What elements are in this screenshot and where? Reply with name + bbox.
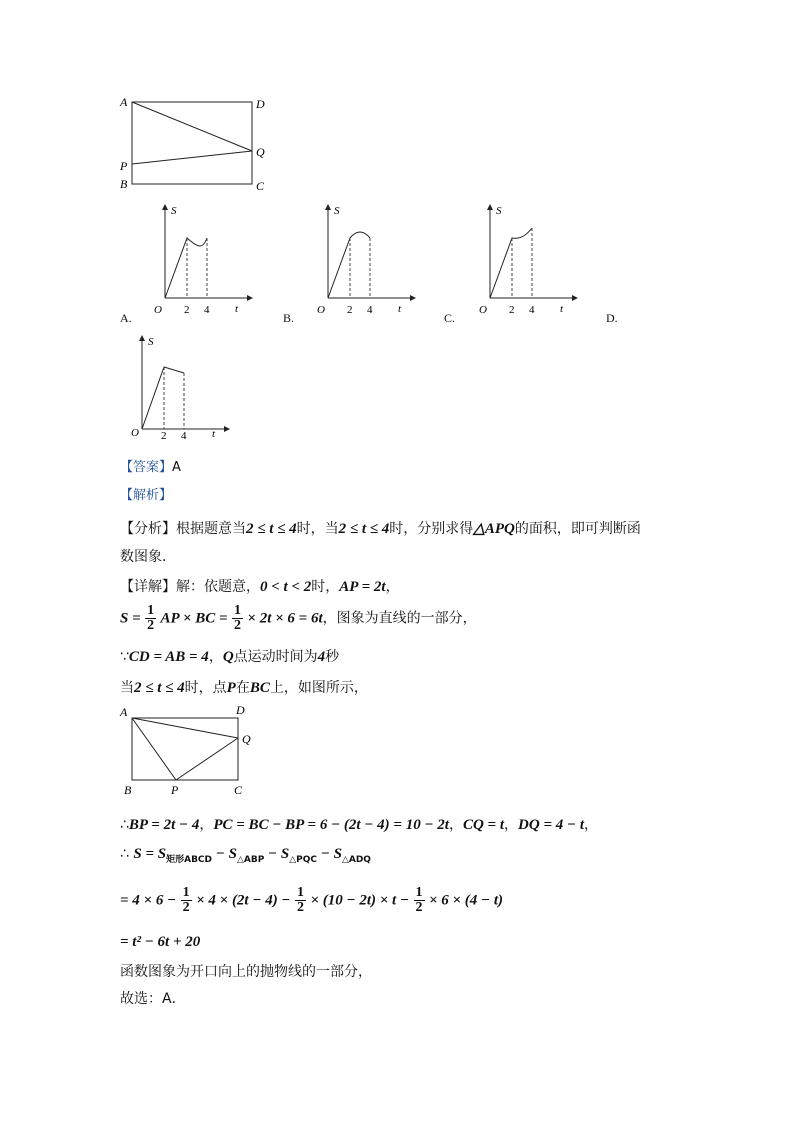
detail-line-1: 【详解】解：依题意，0 < t < 2时，AP = 2t， xyxy=(120,579,400,595)
segment-pq xyxy=(132,151,252,164)
svg-text:t: t xyxy=(212,428,216,440)
label-b: B xyxy=(120,177,128,191)
curve-d xyxy=(142,367,184,429)
answer-value: A xyxy=(172,460,181,475)
segment-pq-2 xyxy=(176,738,238,780)
svg-text:S: S xyxy=(171,205,177,217)
graph-option-a xyxy=(145,200,255,318)
segment-ap xyxy=(132,718,176,780)
conclusion-line: 函数图象为开口向上的抛物线的一部分， xyxy=(120,964,372,980)
svg-text:O: O xyxy=(317,304,325,316)
detail-line-3: ∵CD = AB = 4，Q点运动时间为4秒 xyxy=(120,649,340,665)
svg-text:A: A xyxy=(120,705,128,719)
svg-text:D: D xyxy=(236,703,245,717)
svg-text:4: 4 xyxy=(367,304,373,316)
derivation-line-2: ∴ $S = S_{矩形ABCD} - S_{\triangle ABP} - S_{\triangle PQC} - S_{\triangle ADQ}$ xyxy=(120,846,371,865)
option-d-label[interactable]: D. xyxy=(606,311,618,325)
curve-a xyxy=(165,238,207,298)
derivation-line-1: ∴BP = 2t − 4，PC = BC − BP = 6 − (2t − 4) = 10 − 2t，CQ = t，DQ = 4 − t， xyxy=(120,817,599,833)
graph-option-c xyxy=(470,200,580,318)
svg-text:2: 2 xyxy=(184,304,190,316)
svg-text:C: C xyxy=(234,783,243,797)
choice-line: 故选：A． xyxy=(120,991,186,1007)
derivation-line-4: = t² − 6t + 20 xyxy=(120,934,201,950)
svg-text:S: S xyxy=(496,205,502,217)
svg-text:O: O xyxy=(154,304,162,316)
figure-rectangle-p-on-bc xyxy=(112,700,272,800)
svg-text:O: O xyxy=(479,304,487,316)
label-p: P xyxy=(120,159,128,173)
svg-text:B: B xyxy=(124,783,132,797)
graph-option-b xyxy=(308,200,418,318)
option-a-label[interactable]: A. xyxy=(120,311,132,325)
analysis-tag: 【解析】 xyxy=(120,488,173,503)
svg-text:4: 4 xyxy=(204,304,210,316)
svg-text:2: 2 xyxy=(161,430,167,442)
answer-line xyxy=(120,456,181,475)
segment-aq-2 xyxy=(132,718,238,738)
option-b-label[interactable]: B. xyxy=(283,311,295,325)
svg-text:4: 4 xyxy=(181,430,187,442)
figure-rectangle-apq xyxy=(112,92,282,194)
svg-text:Q: Q xyxy=(242,732,251,746)
svg-text:4: 4 xyxy=(529,304,535,316)
svg-text:P: P xyxy=(171,783,179,797)
segment-aq xyxy=(132,102,252,151)
label-d: D xyxy=(256,97,265,111)
svg-text:S: S xyxy=(334,205,340,217)
svg-text:2: 2 xyxy=(509,304,515,316)
svg-text:2: 2 xyxy=(347,304,353,316)
svg-text:S: S xyxy=(148,336,154,348)
svg-text:t: t xyxy=(235,303,239,315)
label-q: Q xyxy=(256,145,265,159)
fenxi-line-2: 数图象． xyxy=(120,549,176,565)
label-a: A xyxy=(120,95,128,109)
curve-c xyxy=(490,228,532,298)
rect-abcd xyxy=(132,102,252,184)
detail-line-4: 当2 ≤ t ≤ 4时，点P在BC上，如图所示， xyxy=(120,680,368,696)
graph-option-d xyxy=(122,331,232,449)
svg-text:t: t xyxy=(560,303,564,315)
answer-tag: 【答案】 xyxy=(120,460,173,475)
analysis-line xyxy=(120,484,172,503)
svg-text:O: O xyxy=(131,427,139,439)
label-c: C xyxy=(256,179,265,193)
detail-line-2: S = $\frac{1}{2}$ AP × BC = $\frac{1}{2}$ × 2t × 6 = 6t，图象为直线的一部分， xyxy=(120,603,477,633)
fenxi-line-1: 【分析】根据题意当2 ≤ t ≤ 4时，当2 ≤ t ≤ 4时，分别求得△APQ的面积，即可判断函 xyxy=(120,521,641,537)
curve-b xyxy=(328,232,370,298)
option-c-label[interactable]: C. xyxy=(444,311,456,325)
derivation-line-3: = 4 × 6 − $\frac{1}{2}$ × 4 × (2t − 4) − $\frac{1}{2}$ × (10 − 2t) × t − $\frac{1}{2}$ × 6 × (4 − t) xyxy=(120,885,504,915)
svg-text:t: t xyxy=(398,303,402,315)
